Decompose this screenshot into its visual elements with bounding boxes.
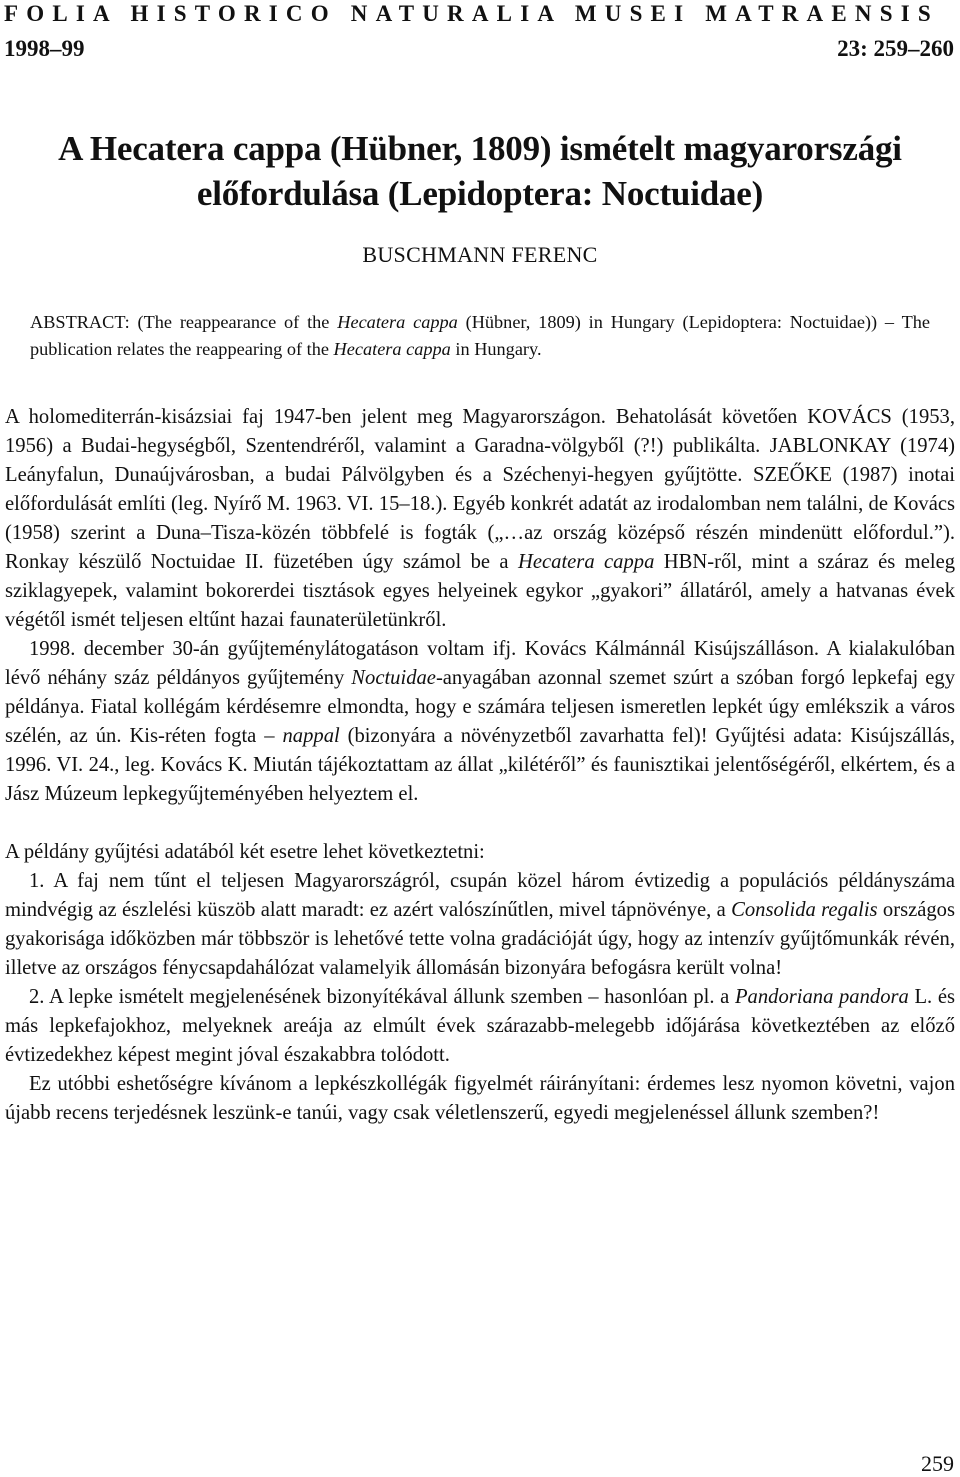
- paragraph-2-text-c: (bizonyára a növényzetből zavarhatta fel)! Gyűjtési adata: Kisújszállás, 1996. VI. 24., leg. Kovács K. Miután tájékoztattam az állat „kilétéről” és faunisztikai jelentőségéről, elkértem, és a Jász Múzeum lepkegyűjteményében helyeztem el.: [5, 725, 955, 805]
- abstract-text-3: in Hungary.: [450, 339, 542, 359]
- paragraph-2-text-b: -anyagában azonnal szemet szúrt a szóban forgó lepkefaj egy példánya. Fiatal kollégám kérdésemre elmondta, hogy e számára teljesen ismeretlen lepkét úgy emlékszik a város szélén, az ún. Kis-réten fogta –: [5, 667, 955, 747]
- issue-years: 1998–99: [4, 36, 85, 61]
- paragraph-5-text-b: L. és más lepkefajokhoz, melyeknek areája az elmúlt évek szárazabb-melegebb időjárása következtében az előző évtizedekhez képest megint jóval északabbra tolódott.: [5, 986, 955, 1066]
- paragraph-4-text-b: országos gyakorisága időközben már többször is lehetővé tette volna gradációját úgy, hogy az intenzív gyűjtőmunkák révén, illetve az országos fénycsapdahálózat valamelyik állomásán bizonyára befogásra került volna!: [5, 899, 955, 979]
- paragraph-5: [5, 983, 955, 1070]
- abstract: [30, 309, 930, 363]
- abstract-text-2: (Hübner, 1809) in Hungary (Lepidoptera: Noctuidae)) – The publication relates the reappearing of the: [30, 312, 930, 359]
- article-title: [0, 126, 960, 216]
- abstract-taxon-1: Hecatera cappa: [337, 312, 458, 332]
- paragraph-5-taxon: Pandoriana pandora: [734, 986, 909, 1008]
- paragraph-3: A példány gyűjtési adatából két esetre lehet következtetni:: [5, 841, 485, 863]
- page-number: 259: [921, 1451, 954, 1476]
- paragraph-4-text-a: 1. A faj nem tűnt el teljesen Magyarországról, csupán közel három évtizedig a populációs példányszáma mindvégig az észlelési küszöb alatt maradt: ez azért valószínűtlen, mivel tápnövénye, a: [5, 870, 955, 921]
- issue-line: [4, 36, 954, 62]
- title-line-1: A Hecatera cappa (Hübner, 1809) ismételt magyarországi: [58, 129, 902, 168]
- paragraph-4-taxon: Consolida regalis: [731, 899, 878, 921]
- abstract-text-1: ABSTRACT: (The reappearance of the: [30, 312, 338, 332]
- paragraph-2-taxon: Noctuidae: [351, 667, 436, 689]
- paragraph-1-text-b: HBN-ről, mint a száraz és meleg sziklagyepek, valamint bokorerdei tisztások egyes helyeinek egykor „gyakori” állatáról, amely a hatvanas évek végétől ismét teljesen eltűnt hazai faunaterületünkről.: [5, 551, 956, 631]
- article-body: [5, 403, 955, 1128]
- journal-name: [4, 1, 956, 27]
- volume-pages: 23: 259–260: [837, 36, 954, 61]
- paragraph-4: [5, 867, 955, 983]
- paragraph-1-text-a: A holomediterrán-kisázsiai faj 1947-ben jelent meg Magyarországon. Behatolását követően KOVÁCS (1953, 1956) a Budai-hegységből, Szentendréről, valamint a Garadna-völgyből (?!) publikálta. JABLONKAY (1974) Leányfalun, Dunaújvárosban, a budai Pálvölgyben és a Széchenyi-hegyen gyűjtötte. SZEŐKE (1987) inotai előfordulását említi (leg. Nyírő M. 1963. VI. 15–18.). Egyéb konkrét adatát az irodalomban nem találni, de Kovács (1958) szerint a Duna–Tisza-közén többfelé is fogták („…az ország középső részén mindenütt előfordul.”). Ronkay készülő Noctuidae II. füzetében úgy számol be a: [5, 406, 955, 573]
- paragraph-2-text-a: 1998. december 30-án gyűjteménylátogatáson voltam ifj. Kovács Kálmánnál Kisújszálláson. A kialakulóban lévő néhány száz példányos gyűjtemény: [5, 638, 955, 689]
- title-line-2: előfordulása (Lepidoptera: Noctuidae): [196, 174, 764, 213]
- paragraph-1-taxon: Hecatera cappa: [518, 551, 655, 573]
- journal-title: FOLIA HISTORICO NATURALIA MUSEI MATRAENSIS: [4, 1, 939, 26]
- abstract-taxon-2: Hecatera cappa: [333, 339, 451, 359]
- article-author: BUSCHMANN FERENC: [362, 242, 598, 267]
- paragraph-2: [5, 635, 955, 809]
- paragraph-5-text-a: 2. A lepke ismételt megjelenésének bizonyítékával állunk szemben – hasonlóan pl. a: [29, 986, 735, 1008]
- paragraph-1: [5, 403, 955, 635]
- paragraph-2-emphasis: nappal: [282, 725, 340, 747]
- paragraph-6: Ez utóbbi eshetőségre kívánom a lepkészkollégák figyelmét ráirányítani: érdemes lesz nyomon követni, vajon újabb recens terjedésnek leszünk-e tanúi, vagy csak véletlenszerű, egyedi megjelenéssel állunk szemben?!: [5, 1073, 955, 1124]
